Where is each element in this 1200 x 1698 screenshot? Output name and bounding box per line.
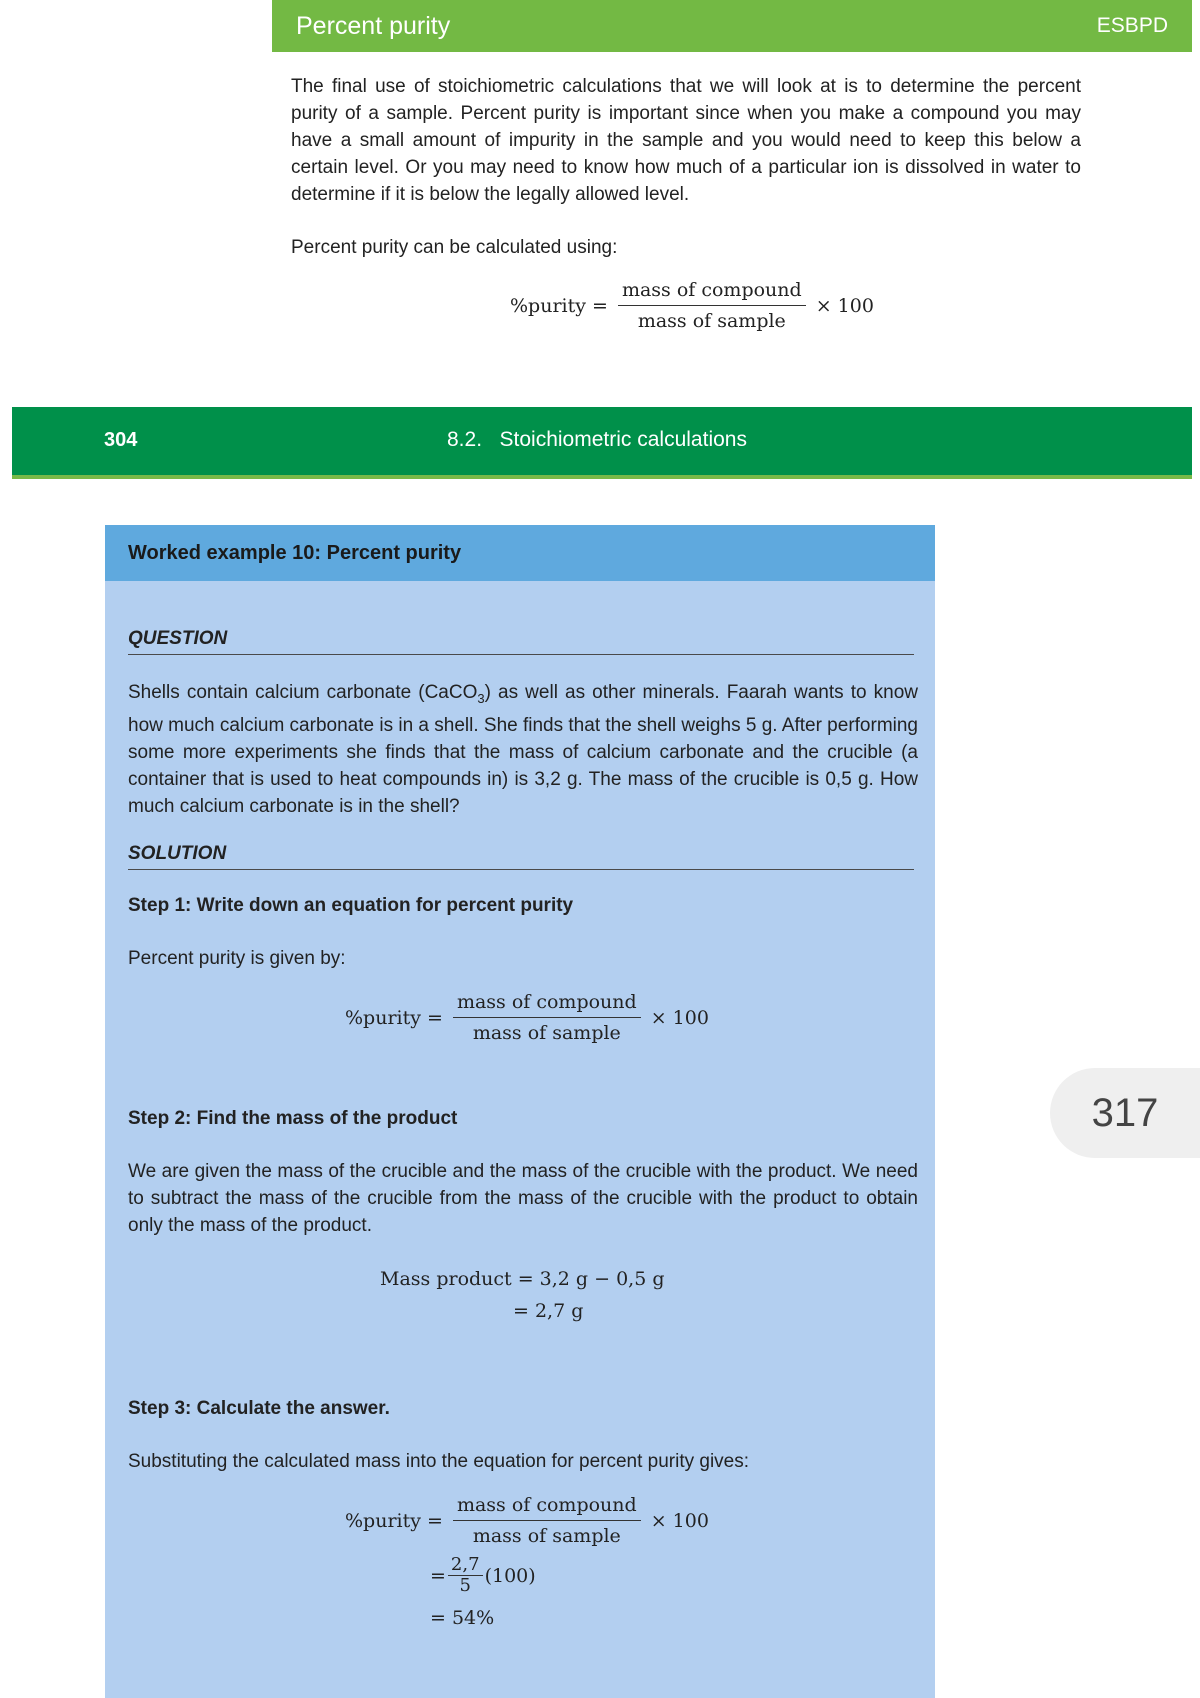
step1-numerator: mass of compound <box>453 990 641 1018</box>
step3-denominator: mass of sample <box>472 1525 621 1547</box>
intro-formula <box>510 278 874 333</box>
formula-denominator: mass of sample <box>637 310 786 332</box>
step3-sub-fraction <box>448 1555 483 1596</box>
formula-fraction <box>618 278 806 333</box>
formula-lhs: %purity = <box>510 294 608 317</box>
section-title: Percent purity <box>296 11 451 40</box>
step3-text: Substituting the calculated mass into the equation for percent purity gives: <box>128 1451 750 1472</box>
page-tab[interactable]: 317 <box>1050 1068 1200 1158</box>
step2-result: = 2,7 g <box>513 1300 584 1322</box>
solution-heading: SOLUTION <box>128 843 914 870</box>
step1-formula <box>345 990 709 1045</box>
question-text-start: Shells contain calcium carbonate (CaCO <box>128 682 478 703</box>
step3-formula <box>345 1493 709 1548</box>
question-heading: QUESTION <box>128 628 914 655</box>
step1-title: Step 1: Write down an equation for percent purity <box>128 895 574 916</box>
formula-numerator: mass of compound <box>618 278 806 306</box>
section-header <box>272 0 1192 52</box>
step2-lhs: Mass product = <box>380 1268 534 1290</box>
step2-title: Step 2: Find the mass of the product <box>128 1108 458 1129</box>
step3-fraction <box>453 1493 641 1548</box>
step1-text: Percent purity is given by: <box>128 948 346 969</box>
intro-paragraph: The final use of stoichiometric calculations that we will look at is to determine the percent purity of a sample. Percent purity is important since when you make a compound you may have a small amount of impurity in the sample and you would need to keep this below a certain level. Or you may need to know how much of a particular ion is dissolved in water to determine if it is below the legally allowed level. <box>291 76 1081 205</box>
question-text-end: ) as well as other minerals. Faarah wants to know how much calcium carbonate is in a shell. She finds that the shell weighs 5 g. After performing some more experiments she finds that the mass of calcium carbonate and the crucible (a container that is used to heat compounds in) is 3,2 g. The mass of the crucible is 0,5 g. How much calcium carbonate is in the shell? <box>128 682 918 817</box>
step1-fraction <box>453 990 641 1045</box>
worked-example-title: Worked example 10: Percent purity <box>105 525 935 581</box>
formula-rhs: × 100 <box>815 294 874 317</box>
chapter-title: 8.2. Stoichiometric calculations <box>447 428 747 451</box>
step3-sub-numerator: 2,7 <box>448 1555 483 1576</box>
worked-example-box <box>105 525 935 1698</box>
page-number: 304 <box>104 429 138 451</box>
step3-result <box>430 1607 494 1629</box>
question-text <box>128 679 918 820</box>
step3-title: Step 3: Calculate the answer. <box>128 1398 390 1419</box>
question-subscript: 3 <box>477 690 485 706</box>
step1-denominator: mass of sample <box>472 1022 621 1044</box>
step2-rhs: 3,2 g − 0,5 g <box>539 1268 665 1290</box>
step2-text: We are given the mass of the crucible and the mass of the crucible with the product. We need to subtract the mass of the crucible from the mass of the crucible with the product to obtain only the mass of the product. <box>128 1161 918 1236</box>
step1-rhs: × 100 <box>650 1006 709 1029</box>
formula-label: Percent purity can be calculated using: <box>291 237 618 258</box>
step3-lhs: %purity = <box>345 1509 443 1532</box>
step3-eq-sign: = <box>430 1564 446 1587</box>
step3-substitution <box>430 1555 536 1596</box>
step1-lhs: %purity = <box>345 1006 443 1029</box>
step3-numerator: mass of compound <box>453 1493 641 1521</box>
step3-sub-denominator: 5 <box>459 1575 471 1596</box>
step2-equation <box>380 1263 665 1327</box>
step3-rhs: × 100 <box>650 1509 709 1532</box>
step3-sub-rest: (100) <box>484 1564 536 1587</box>
chapter-bar <box>12 407 1192 479</box>
step3-result-text: = 54% <box>430 1607 495 1629</box>
section-code: ESBPD <box>1096 14 1168 37</box>
